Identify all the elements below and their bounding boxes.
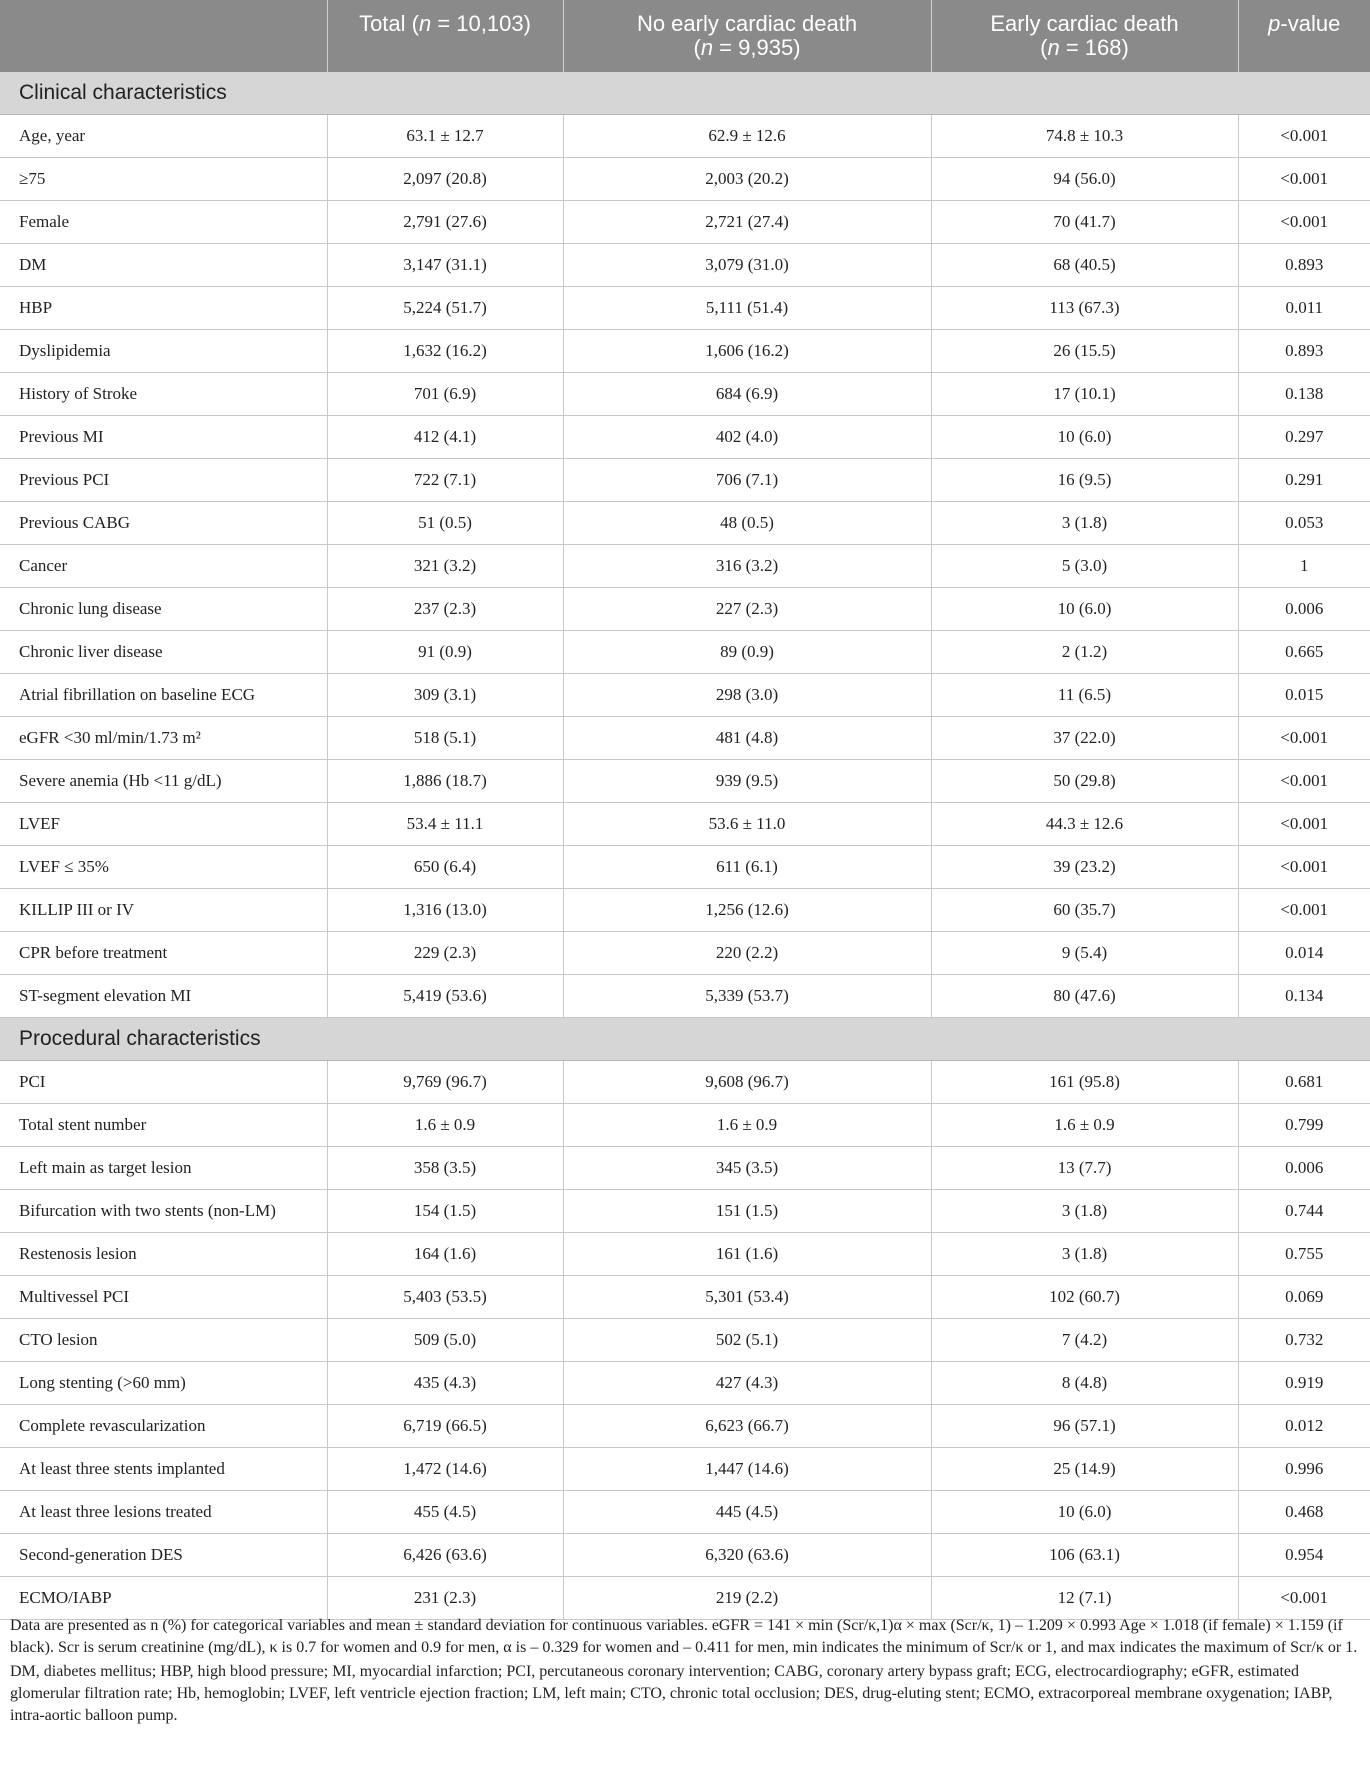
section-header-row: [0, 1018, 1370, 1061]
cell-total: 154 (1.5): [327, 1190, 563, 1233]
cell-total: 91 (0.9): [327, 631, 563, 674]
cell-total: 701 (6.9): [327, 373, 563, 416]
cell-no-early-death: 402 (4.0): [563, 416, 931, 459]
header-p-value: [1238, 0, 1370, 72]
cell-variable: Restenosis lesion: [0, 1233, 327, 1276]
table-row: [0, 1362, 1370, 1405]
table-row: [0, 459, 1370, 502]
cell-variable: LVEF: [0, 803, 327, 846]
cell-no-early-death: 9,608 (96.7): [563, 1061, 931, 1104]
cell-p-value: 0.468: [1238, 1491, 1370, 1534]
cell-variable: Bifurcation with two stents (non-LM): [0, 1190, 327, 1233]
table-row: [0, 588, 1370, 631]
table-row: [0, 631, 1370, 674]
cell-p-value: 0.893: [1238, 244, 1370, 287]
header-total-pre: Total (: [359, 11, 419, 36]
cell-no-early-death: 151 (1.5): [563, 1190, 931, 1233]
cell-no-early-death: 481 (4.8): [563, 717, 931, 760]
cell-no-early-death: 345 (3.5): [563, 1147, 931, 1190]
cell-p-value: 0.053: [1238, 502, 1370, 545]
cell-p-value: 0.919: [1238, 1362, 1370, 1405]
cell-no-early-death: 3,079 (31.0): [563, 244, 931, 287]
cell-total: 1,472 (14.6): [327, 1448, 563, 1491]
cell-variable: Previous PCI: [0, 459, 327, 502]
cell-no-early-death: 684 (6.9): [563, 373, 931, 416]
table-row: [0, 330, 1370, 373]
cell-variable: ST-segment elevation MI: [0, 975, 327, 1018]
cell-no-early-death: 5,111 (51.4): [563, 287, 931, 330]
cell-no-early-death: 2,003 (20.2): [563, 158, 931, 201]
header-early-death-post: = 168): [1059, 35, 1129, 60]
cell-p-value: <0.001: [1238, 846, 1370, 889]
header-total: [327, 0, 563, 72]
table-row: [0, 1448, 1370, 1491]
cell-variable: PCI: [0, 1061, 327, 1104]
cell-total: 5,419 (53.6): [327, 975, 563, 1018]
cell-total: 1.6 ± 0.9: [327, 1104, 563, 1147]
cell-p-value: <0.001: [1238, 760, 1370, 803]
table-row: [0, 373, 1370, 416]
cell-total: 5,403 (53.5): [327, 1276, 563, 1319]
cell-variable: HBP: [0, 287, 327, 330]
cell-p-value: 0.665: [1238, 631, 1370, 674]
cell-no-early-death: 611 (6.1): [563, 846, 931, 889]
cell-total: 5,224 (51.7): [327, 287, 563, 330]
cell-early-death: 70 (41.7): [931, 201, 1238, 244]
table-row: [0, 1491, 1370, 1534]
table-row: [0, 1233, 1370, 1276]
cell-p-value: <0.001: [1238, 1577, 1370, 1620]
cell-variable: Age, year: [0, 115, 327, 158]
cell-variable: Total stent number: [0, 1104, 327, 1147]
cell-early-death: 10 (6.0): [931, 416, 1238, 459]
cell-p-value: 0.893: [1238, 330, 1370, 373]
cell-no-early-death: 2,721 (27.4): [563, 201, 931, 244]
cell-no-early-death: 1,256 (12.6): [563, 889, 931, 932]
cell-p-value: 0.015: [1238, 674, 1370, 717]
cell-early-death: 16 (9.5): [931, 459, 1238, 502]
cell-no-early-death: 48 (0.5): [563, 502, 931, 545]
cell-p-value: 0.744: [1238, 1190, 1370, 1233]
cell-early-death: 39 (23.2): [931, 846, 1238, 889]
cell-p-value: <0.001: [1238, 158, 1370, 201]
cell-variable: CPR before treatment: [0, 932, 327, 975]
header-p-italic: p: [1268, 11, 1281, 36]
table-row: [0, 674, 1370, 717]
cell-variable: KILLIP III or IV: [0, 889, 327, 932]
cell-early-death: 8 (4.8): [931, 1362, 1238, 1405]
cell-p-value: 0.954: [1238, 1534, 1370, 1577]
cell-variable: History of Stroke: [0, 373, 327, 416]
cell-variable: eGFR <30 ml/min/1.73 m²: [0, 717, 327, 760]
cell-early-death: 10 (6.0): [931, 588, 1238, 631]
cell-early-death: 37 (22.0): [931, 717, 1238, 760]
table-row: [0, 846, 1370, 889]
table-row: [0, 201, 1370, 244]
cell-variable: LVEF ≤ 35%: [0, 846, 327, 889]
cell-variable: CTO lesion: [0, 1319, 327, 1362]
cell-no-early-death: 939 (9.5): [563, 760, 931, 803]
cell-variable: Complete revascularization: [0, 1405, 327, 1448]
header-no-early-death-pre: (: [693, 35, 701, 60]
cell-p-value: <0.001: [1238, 115, 1370, 158]
cell-early-death: 44.3 ± 12.6: [931, 803, 1238, 846]
header-variable: [0, 0, 327, 72]
table-row: [0, 1061, 1370, 1104]
cell-early-death: 106 (63.1): [931, 1534, 1238, 1577]
header-early-death-label: Early cardiac death: [990, 11, 1179, 36]
cell-early-death: 3 (1.8): [931, 502, 1238, 545]
cell-p-value: 0.134: [1238, 975, 1370, 1018]
cell-early-death: 3 (1.8): [931, 1190, 1238, 1233]
table-row: [0, 975, 1370, 1018]
table-row: [0, 115, 1370, 158]
cell-early-death: 74.8 ± 10.3: [931, 115, 1238, 158]
table-row: [0, 1319, 1370, 1362]
header-p-suffix: -value: [1280, 11, 1341, 36]
cell-early-death: 9 (5.4): [931, 932, 1238, 975]
cell-early-death: 94 (56.0): [931, 158, 1238, 201]
cell-no-early-death: 6,320 (63.6): [563, 1534, 931, 1577]
cell-early-death: 161 (95.8): [931, 1061, 1238, 1104]
header-no-early-death-n: n: [700, 35, 714, 60]
cell-no-early-death: 706 (7.1): [563, 459, 931, 502]
cell-variable: Atrial fibrillation on baseline ECG: [0, 674, 327, 717]
cell-no-early-death: 1,447 (14.6): [563, 1448, 931, 1491]
table-header: [0, 0, 1370, 72]
header-total-n: n: [418, 11, 432, 36]
cell-total: 1,316 (13.0): [327, 889, 563, 932]
cell-total: 164 (1.6): [327, 1233, 563, 1276]
cell-early-death: 13 (7.7): [931, 1147, 1238, 1190]
cell-early-death: 80 (47.6): [931, 975, 1238, 1018]
cell-variable: Cancer: [0, 545, 327, 588]
table-row: [0, 287, 1370, 330]
cell-p-value: 0.799: [1238, 1104, 1370, 1147]
cell-total: 6,719 (66.5): [327, 1405, 563, 1448]
cell-p-value: 0.012: [1238, 1405, 1370, 1448]
cell-early-death: 102 (60.7): [931, 1276, 1238, 1319]
table-row: [0, 244, 1370, 287]
cell-p-value: 0.011: [1238, 287, 1370, 330]
cell-p-value: 0.006: [1238, 1147, 1370, 1190]
cell-p-value: 0.291: [1238, 459, 1370, 502]
cell-total: 53.4 ± 11.1: [327, 803, 563, 846]
header-no-early-death: [563, 0, 931, 72]
cell-total: 509 (5.0): [327, 1319, 563, 1362]
cell-early-death: 3 (1.8): [931, 1233, 1238, 1276]
cell-early-death: 7 (4.2): [931, 1319, 1238, 1362]
cell-no-early-death: 445 (4.5): [563, 1491, 931, 1534]
cell-early-death: 25 (14.9): [931, 1448, 1238, 1491]
header-early-death-pre: (: [1040, 35, 1048, 60]
cell-variable: At least three lesions treated: [0, 1491, 327, 1534]
section-title: Clinical characteristics: [0, 72, 1370, 115]
cell-total: 6,426 (63.6): [327, 1534, 563, 1577]
cell-p-value: <0.001: [1238, 803, 1370, 846]
cell-total: 237 (2.3): [327, 588, 563, 631]
cell-p-value: 0.996: [1238, 1448, 1370, 1491]
cell-p-value: 0.681: [1238, 1061, 1370, 1104]
cell-total: 412 (4.1): [327, 416, 563, 459]
cell-no-early-death: 5,301 (53.4): [563, 1276, 931, 1319]
table-row: [0, 1276, 1370, 1319]
table-footnotes: [0, 1615, 1370, 1729]
cell-variable: Previous CABG: [0, 502, 327, 545]
cell-variable: ECMO/IABP: [0, 1577, 327, 1620]
cell-total: 229 (2.3): [327, 932, 563, 975]
cell-total: 722 (7.1): [327, 459, 563, 502]
cell-total: 309 (3.1): [327, 674, 563, 717]
table-row: [0, 803, 1370, 846]
table-row: [0, 932, 1370, 975]
table-row: [0, 717, 1370, 760]
cell-variable: Dyslipidemia: [0, 330, 327, 373]
cell-p-value: <0.001: [1238, 717, 1370, 760]
cell-p-value: 0.138: [1238, 373, 1370, 416]
cell-total: 9,769 (96.7): [327, 1061, 563, 1104]
cell-p-value: 1: [1238, 545, 1370, 588]
cell-early-death: 11 (6.5): [931, 674, 1238, 717]
cell-early-death: 26 (15.5): [931, 330, 1238, 373]
cell-no-early-death: 6,623 (66.7): [563, 1405, 931, 1448]
cell-variable: DM: [0, 244, 327, 287]
cell-total: 435 (4.3): [327, 1362, 563, 1405]
cell-variable: Previous MI: [0, 416, 327, 459]
cell-p-value: 0.732: [1238, 1319, 1370, 1362]
table-row: [0, 760, 1370, 803]
table-row: [0, 158, 1370, 201]
header-total-post: = 10,103): [431, 11, 531, 36]
section-title: Procedural characteristics: [0, 1018, 1370, 1061]
header-early-death-n: n: [1047, 35, 1060, 60]
cell-no-early-death: 89 (0.9): [563, 631, 931, 674]
cell-variable: Chronic lung disease: [0, 588, 327, 631]
cell-no-early-death: 62.9 ± 12.6: [563, 115, 931, 158]
cell-variable: Left main as target lesion: [0, 1147, 327, 1190]
cell-total: 650 (6.4): [327, 846, 563, 889]
cell-variable: Multivessel PCI: [0, 1276, 327, 1319]
cell-variable: At least three stents implanted: [0, 1448, 327, 1491]
cell-p-value: <0.001: [1238, 201, 1370, 244]
cell-no-early-death: 227 (2.3): [563, 588, 931, 631]
cell-total: 2,791 (27.6): [327, 201, 563, 244]
table-row: [0, 1147, 1370, 1190]
cell-total: 518 (5.1): [327, 717, 563, 760]
cell-p-value: 0.014: [1238, 932, 1370, 975]
cell-no-early-death: 316 (3.2): [563, 545, 931, 588]
cell-no-early-death: 298 (3.0): [563, 674, 931, 717]
footnote-data-presentation: Data are presented as n (%) for categorical variables and mean ± standard deviation for continuous variables. eGFR = 141 × min (Scr/κ,1)α × max (Scr/κ, 1) – 1.209 × 0.993 Age × 1.018 (if female) × 1.159 (if black). Scr is serum creatinine (mg/dL), κ is 0.7 for women and 0.9 for men, α is – 0.329 for women and – 0.411 for men, min indicates the minimum of Scr/κ or 1, and max indicates the maximum of Scr/κ or 1.: [10, 1617, 1358, 1656]
footnote-abbreviations: DM, diabetes mellitus; HBP, high blood pressure; MI, myocardial infarction; PCI, percutaneous coronary intervention; CABG, coronary artery bypass graft; ECG, electrocardiography; eGFR, estimated glomerular filtration rate; Hb, hemoglobin; LVEF, left ventricle ejection fraction; LM, left main; CTO, chronic total occlusion; DES, drug-eluting stent; ECMO, extracorporeal membrane oxygenation; IABP, intra-aortic balloon pump.: [10, 1663, 1333, 1724]
cell-no-early-death: 220 (2.2): [563, 932, 931, 975]
cell-total: 3,147 (31.1): [327, 244, 563, 287]
cell-total: 1,632 (16.2): [327, 330, 563, 373]
header-no-early-death-label: No early cardiac death: [636, 11, 858, 36]
table-row: [0, 416, 1370, 459]
cell-variable: ≥75: [0, 158, 327, 201]
cell-p-value: 0.069: [1238, 1276, 1370, 1319]
header-early-death: [931, 0, 1238, 72]
cell-early-death: 1.6 ± 0.9: [931, 1104, 1238, 1147]
cell-variable: Second-generation DES: [0, 1534, 327, 1577]
cell-early-death: 50 (29.8): [931, 760, 1238, 803]
cell-no-early-death: 53.6 ± 11.0: [563, 803, 931, 846]
cell-total: 63.1 ± 12.7: [327, 115, 563, 158]
cell-early-death: 5 (3.0): [931, 545, 1238, 588]
cell-no-early-death: 1.6 ± 0.9: [563, 1104, 931, 1147]
cell-early-death: 96 (57.1): [931, 1405, 1238, 1448]
cell-total: 321 (3.2): [327, 545, 563, 588]
table-row: [0, 1405, 1370, 1448]
cell-total: 1,886 (18.7): [327, 760, 563, 803]
cell-p-value: 0.755: [1238, 1233, 1370, 1276]
table-row: [0, 1534, 1370, 1577]
cell-total: 455 (4.5): [327, 1491, 563, 1534]
cell-no-early-death: 502 (5.1): [563, 1319, 931, 1362]
cell-no-early-death: 1,606 (16.2): [563, 330, 931, 373]
cell-no-early-death: 5,339 (53.7): [563, 975, 931, 1018]
table-row: [0, 1577, 1370, 1620]
cell-variable: Severe anemia (Hb <11 g/dL): [0, 760, 327, 803]
cell-no-early-death: 219 (2.2): [563, 1577, 931, 1620]
table-row: [0, 1104, 1370, 1147]
cell-no-early-death: 427 (4.3): [563, 1362, 931, 1405]
cell-no-early-death: 161 (1.6): [563, 1233, 931, 1276]
cell-early-death: 68 (40.5): [931, 244, 1238, 287]
cell-total: 231 (2.3): [327, 1577, 563, 1620]
cell-total: 51 (0.5): [327, 502, 563, 545]
cell-early-death: 17 (10.1): [931, 373, 1238, 416]
table-body: [0, 72, 1370, 1620]
table-row: [0, 502, 1370, 545]
cell-p-value: 0.006: [1238, 588, 1370, 631]
cell-variable: Long stenting (>60 mm): [0, 1362, 327, 1405]
cell-total: 2,097 (20.8): [327, 158, 563, 201]
cell-variable: Female: [0, 201, 327, 244]
cell-early-death: 113 (67.3): [931, 287, 1238, 330]
header-no-early-death-post: = 9,935): [713, 35, 801, 60]
cell-early-death: 2 (1.2): [931, 631, 1238, 674]
cell-variable: Chronic liver disease: [0, 631, 327, 674]
cell-p-value: <0.001: [1238, 889, 1370, 932]
cell-early-death: 60 (35.7): [931, 889, 1238, 932]
cell-early-death: 10 (6.0): [931, 1491, 1238, 1534]
table-row: [0, 1190, 1370, 1233]
table-row: [0, 889, 1370, 932]
cell-p-value: 0.297: [1238, 416, 1370, 459]
cell-early-death: 12 (7.1): [931, 1577, 1238, 1620]
section-header-row: [0, 72, 1370, 115]
table-row: [0, 545, 1370, 588]
cell-total: 358 (3.5): [327, 1147, 563, 1190]
